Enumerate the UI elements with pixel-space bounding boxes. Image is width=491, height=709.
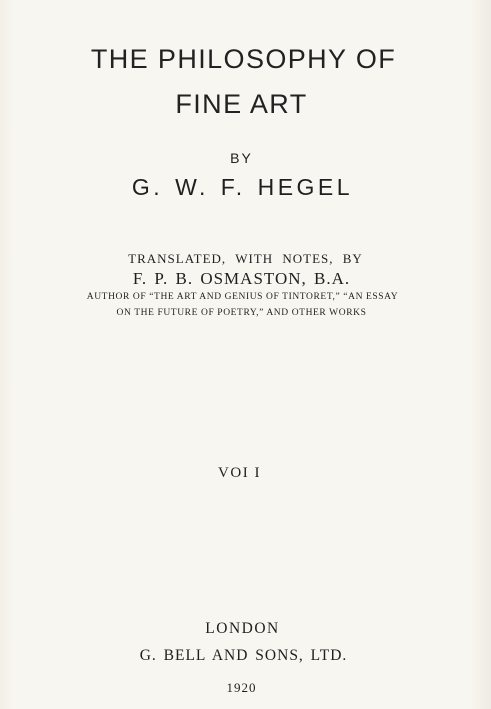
volume-label: VOI I — [218, 465, 261, 481]
by-label: BY — [230, 150, 253, 166]
book-title-line-1: THE PHILOSOPHY OF — [90, 44, 397, 74]
publisher-name: G. BELL AND SONS, LTD. — [139, 647, 348, 664]
book-title-line-2: FINE ART — [175, 89, 308, 119]
author-name: G. W. F. HEGEL — [131, 174, 354, 200]
translator-credits-line-1: AUTHOR OF “THE ART AND GENIUS OF TINTORET,” “AN ESSAY — [86, 292, 399, 302]
translator-name: F. P. B. OSMASTON, B.A. — [132, 269, 351, 288]
publication-place: LONDON — [205, 620, 280, 637]
translator-credits-line-2: ON THE FUTURE OF POETRY,” AND OTHER WORKS — [116, 308, 367, 318]
translation-credit: TRANSLATED, WITH NOTES, BY — [128, 251, 363, 266]
publication-year: 1920 — [226, 680, 257, 695]
